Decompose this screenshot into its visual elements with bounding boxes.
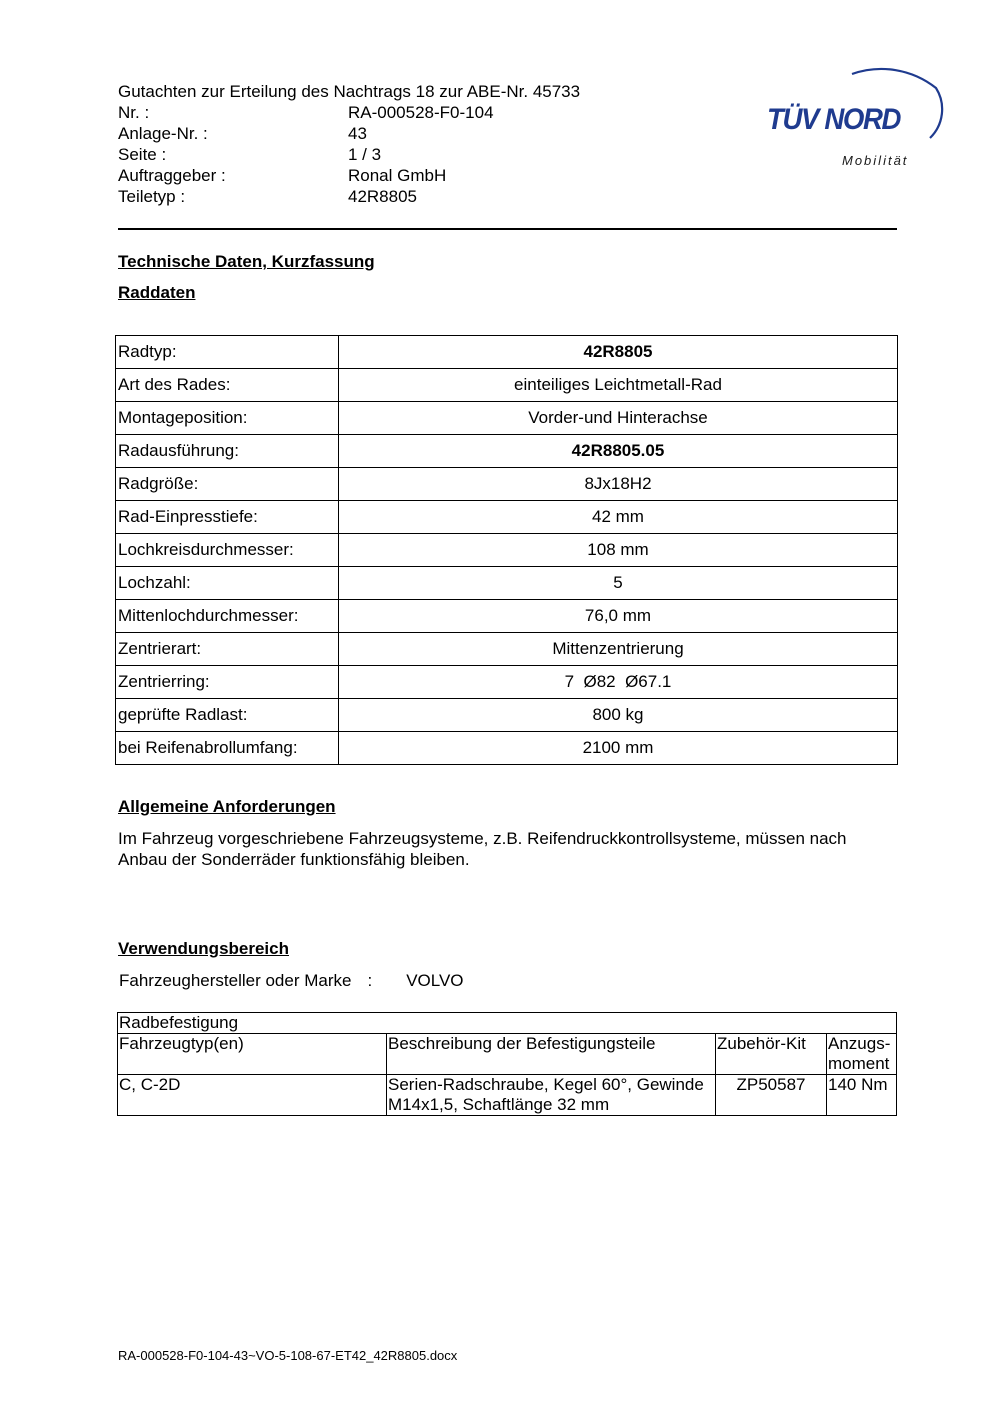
heading-raddaten: Raddaten — [118, 283, 196, 302]
table-row — [116, 336, 898, 369]
maker-value: VOLVO — [406, 971, 464, 990]
table-row — [116, 501, 898, 534]
logo-subtitle: Mobilität — [842, 153, 909, 168]
header-value: 42R8805 — [348, 187, 418, 206]
header-label: Teiletyp : — [118, 187, 186, 206]
table-row — [116, 699, 898, 732]
vehicle-maker — [119, 971, 464, 991]
tuv-nord-logo — [760, 56, 950, 176]
row-label: Montageposition: — [116, 402, 339, 435]
header-value: Ronal GmbH — [348, 166, 447, 185]
heading-verwendungsbereich: Verwendungsbereich — [118, 939, 289, 958]
row-label: geprüfte Radlast: — [116, 699, 339, 732]
heading-allgemeine-anforderungen: Allgemeine Anforderungen — [118, 797, 336, 816]
row-value: 42R8805.05 — [339, 435, 898, 468]
row-value: 8Jx18H2 — [339, 468, 898, 501]
header-row-nr — [118, 102, 494, 123]
table-cell: 140 Nm — [827, 1075, 897, 1116]
row-value: 5 — [339, 567, 898, 600]
row-label: Art des Rades: — [116, 369, 339, 402]
column-header: Anzugs- moment — [827, 1034, 897, 1075]
row-label: Zentrierart: — [116, 633, 339, 666]
row-label: Lochzahl: — [116, 567, 339, 600]
row-value: 7 Ø82 Ø67.1 — [339, 666, 898, 699]
header-label: Seite : — [118, 145, 167, 164]
header-label: Auftraggeber : — [118, 166, 226, 185]
row-value: 76,0 mm — [339, 600, 898, 633]
row-value: 108 mm — [339, 534, 898, 567]
heading-technische-daten: Technische Daten, Kurzfassung — [118, 252, 375, 271]
row-value: 42 mm — [339, 501, 898, 534]
header-row-seite — [118, 144, 494, 165]
table-cell: ZP50587 — [716, 1075, 827, 1116]
header-info — [118, 102, 494, 207]
table-row — [116, 600, 898, 633]
header-row-anlage — [118, 123, 494, 144]
row-value: Vorder-und Hinterachse — [339, 402, 898, 435]
table-row — [116, 402, 898, 435]
header-divider — [118, 228, 897, 230]
row-label: Zentrierring: — [116, 666, 339, 699]
row-label: Mittenlochdurchmesser: — [116, 600, 339, 633]
header-label: Nr. : — [118, 103, 150, 122]
table-cell: Serien-Radschraube, Kegel 60°, Gewinde M14x1,5, Schaftlänge 32 mm — [387, 1075, 716, 1116]
row-value: Mittenzentrierung — [339, 633, 898, 666]
table-row — [118, 1075, 897, 1116]
row-value: 2100 mm — [339, 732, 898, 765]
table-row — [116, 666, 898, 699]
table-row — [116, 534, 898, 567]
table-caption-row — [118, 1013, 897, 1034]
table-row — [116, 468, 898, 501]
row-label: Rad-Einpresstiefe: — [116, 501, 339, 534]
header-label: Anlage-Nr. : — [118, 124, 208, 143]
column-header: Beschreibung der Befestigungsteile — [387, 1034, 716, 1075]
row-label: bei Reifenabrollumfang: — [116, 732, 339, 765]
row-value: 42R8805 — [339, 336, 898, 369]
maker-label: Fahrzeughersteller oder Marke — [119, 971, 352, 990]
wheel-data-table — [115, 335, 898, 765]
column-header: Zubehör-Kit — [716, 1034, 827, 1075]
row-label: Radtyp: — [116, 336, 339, 369]
requirements-paragraph: Im Fahrzeug vorgeschriebene Fahrzeugsysteme, z.B. Reifendruckkontrollsysteme, müssen nach Anbau der Sonderräder funktionsfähig bleiben. — [118, 829, 847, 869]
fastening-table — [117, 1012, 897, 1116]
table-row — [116, 732, 898, 765]
column-header: Fahrzeugtyp(en) — [118, 1034, 387, 1075]
header-value: 1 / 3 — [348, 145, 382, 164]
footer-filename: RA-000528-F0-104-43~VO-5-108-67-ET42_42R8805.docx — [118, 1348, 458, 1363]
document-title: Gutachten zur Erteilung des Nachtrags 18 zur ABE-Nr. 45733 — [118, 82, 581, 101]
table-row — [116, 633, 898, 666]
row-label: Lochkreisdurchmesser: — [116, 534, 339, 567]
header-value: RA-000528-F0-104 — [348, 103, 494, 122]
row-value: 800 kg — [339, 699, 898, 732]
table-row — [116, 369, 898, 402]
table-row — [116, 567, 898, 600]
header-value: 43 — [348, 124, 367, 143]
logo-name: TÜV NORD — [767, 103, 901, 136]
table-row — [116, 435, 898, 468]
table-caption: Radbefestigung — [118, 1013, 897, 1034]
row-value: einteiliges Leichtmetall-Rad — [339, 369, 898, 402]
header-row-teiletyp — [118, 186, 494, 207]
table-header-row — [118, 1034, 897, 1075]
maker-separator: : — [367, 971, 373, 990]
header-row-auftraggeber — [118, 165, 494, 186]
row-label: Radausführung: — [116, 435, 339, 468]
table-cell: C, C-2D — [118, 1075, 387, 1116]
row-label: Radgröße: — [116, 468, 339, 501]
